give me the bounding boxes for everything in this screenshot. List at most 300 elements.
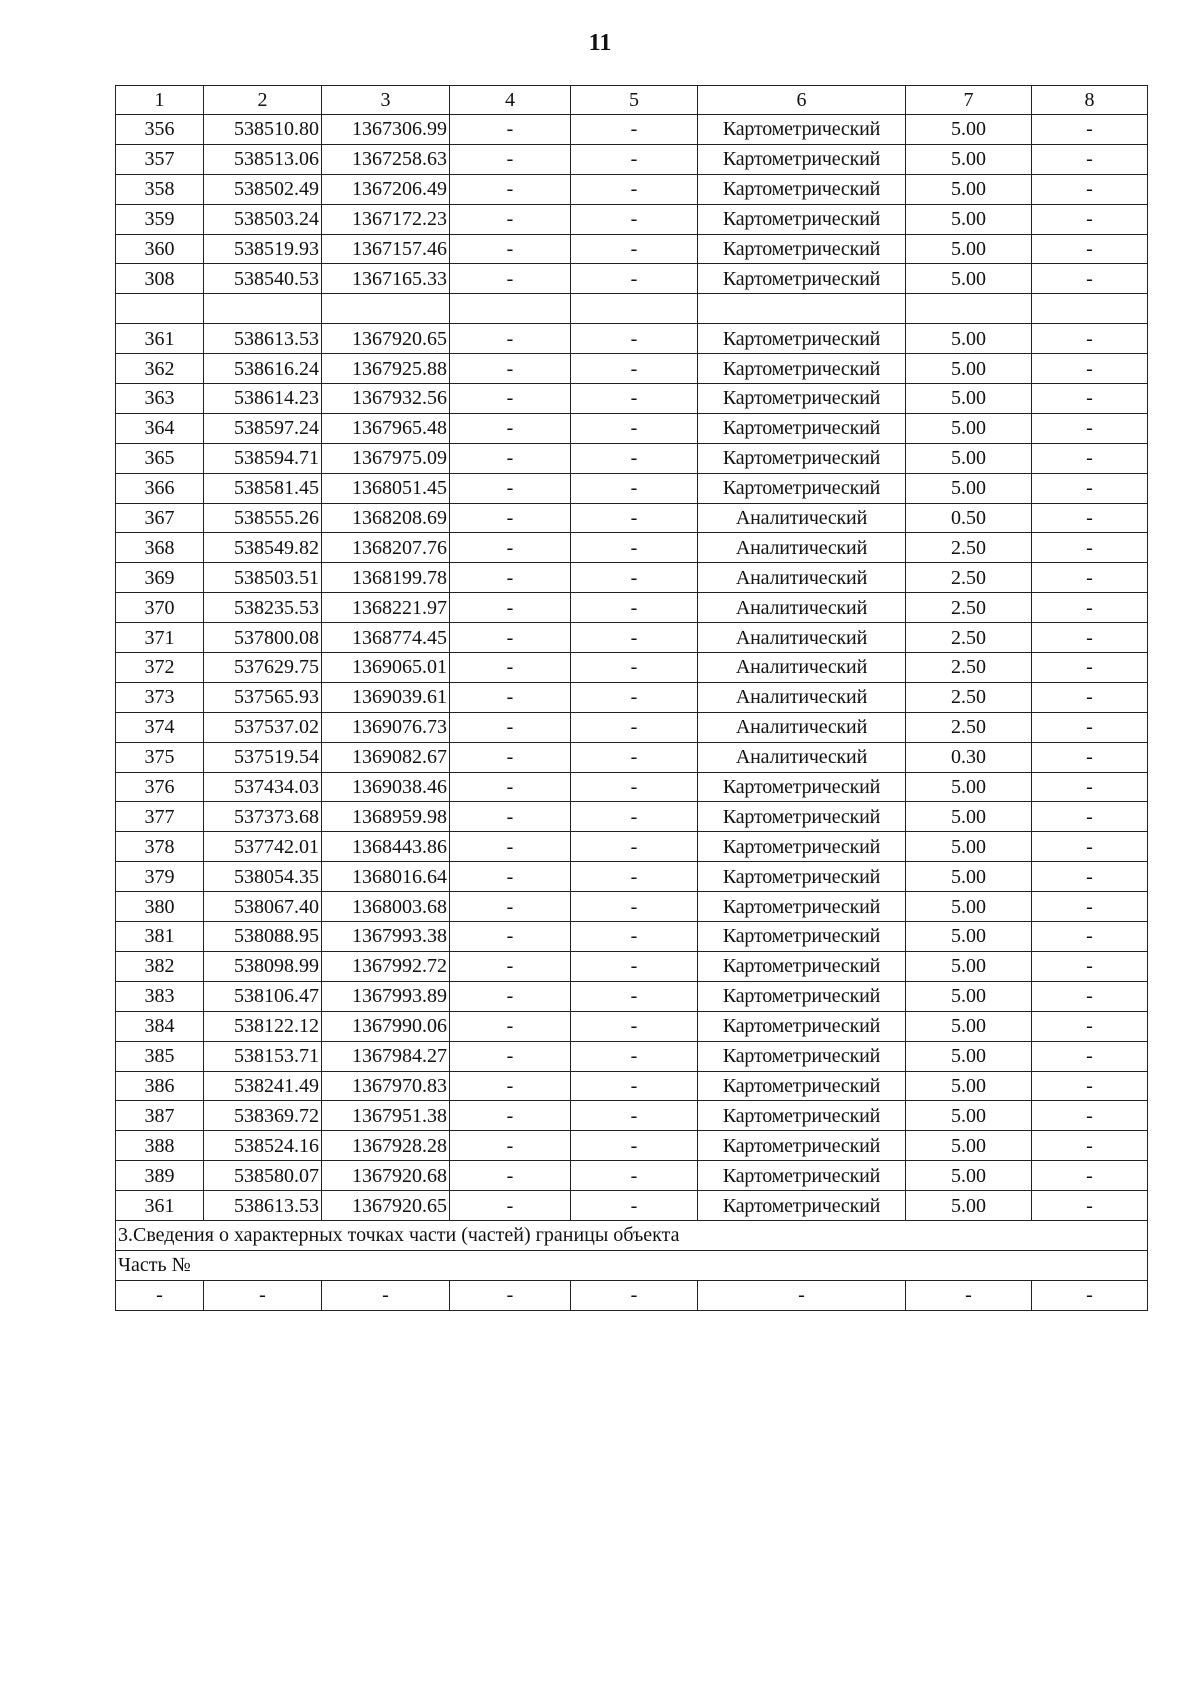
table-cell-col6: Картометрический (698, 951, 906, 981)
table-cell-col8: - (1032, 503, 1148, 533)
table-cell-col6: Аналитический (698, 712, 906, 742)
table-cell-col3: 1368207.76 (322, 533, 450, 563)
table-row (116, 354, 1148, 384)
table-cell-col4: - (450, 144, 571, 174)
table-cell-col3: 1367970.83 (322, 1071, 450, 1101)
table-cell-col8: - (1032, 892, 1148, 922)
table-cell-col5: - (571, 324, 698, 354)
table-cell-col2: 538580.07 (204, 1161, 322, 1191)
table-cell-col1: 376 (116, 772, 204, 802)
table-row (116, 1071, 1148, 1101)
table-cell-col1: 367 (116, 503, 204, 533)
table-cell-col4: - (450, 204, 571, 234)
table-cell-col1: 365 (116, 443, 204, 473)
table-cell-col2: 538098.99 (204, 951, 322, 981)
table-cell-col4: - (450, 951, 571, 981)
table-cell-col6: Картометрический (698, 892, 906, 922)
table-row (116, 234, 1148, 264)
table-cell-col4: - (450, 682, 571, 712)
table-cell-col7: 2.50 (906, 563, 1032, 593)
table-cell-col3: 1368016.64 (322, 862, 450, 892)
table-cell-col5: - (571, 682, 698, 712)
table-cell-col5: - (571, 443, 698, 473)
table-cell-col6: Картометрический (698, 862, 906, 892)
table-cell-col5: - (571, 623, 698, 653)
table-cell-col4: - (450, 473, 571, 503)
table-cell-col5: - (571, 354, 698, 384)
table-cell-col8: - (1032, 772, 1148, 802)
table-cell-col5: - (571, 264, 698, 294)
table-cell-col1: 383 (116, 981, 204, 1011)
table-cell-col4: - (450, 593, 571, 623)
table-cell-col7: 5.00 (906, 473, 1032, 503)
table-cell-col7: 2.50 (906, 623, 1032, 653)
table-cell-col4: - (450, 832, 571, 862)
table-cell-col4: - (450, 1101, 571, 1131)
table-cell-col8: - (1032, 1041, 1148, 1071)
table-cell-col3: 1368208.69 (322, 503, 450, 533)
table-cell-col5: - (571, 1071, 698, 1101)
table-cell-col4: - (450, 413, 571, 443)
table-cell-col5: - (571, 1131, 698, 1161)
table-row (116, 1131, 1148, 1161)
table-cell-col5: - (571, 922, 698, 952)
table-cell-col4: - (450, 174, 571, 204)
table-cell-col7: 5.00 (906, 802, 1032, 832)
table-cell-col3: 1367306.99 (322, 115, 450, 145)
table-body (116, 86, 1148, 1311)
table-cell-col2: 537565.93 (204, 682, 322, 712)
table-cell-col8: - (1032, 144, 1148, 174)
table-cell-col3: 1367975.09 (322, 443, 450, 473)
column-header-3: 3 (322, 86, 450, 115)
table-cell-col2: 538369.72 (204, 1101, 322, 1131)
table-cell-col3: 1367165.33 (322, 264, 450, 294)
table-cell-col5: - (571, 174, 698, 204)
table-cell-col6: Картометрический (698, 324, 906, 354)
footer-cell-col3: - (322, 1280, 450, 1310)
table-cell-col2: 538122.12 (204, 1011, 322, 1041)
table-row (116, 682, 1148, 712)
table-cell-col5: - (571, 742, 698, 772)
table-cell-col4: - (450, 1011, 571, 1041)
table-cell-col4: - (450, 234, 571, 264)
table-row (116, 144, 1148, 174)
table-cell-col3: 1367984.27 (322, 1041, 450, 1071)
table-row (116, 413, 1148, 443)
table-cell-col2: 537742.01 (204, 832, 322, 862)
table-cell-col4: - (450, 862, 571, 892)
table-row (116, 653, 1148, 683)
table-cell-col8: - (1032, 473, 1148, 503)
table-cell-col6: Картометрический (698, 174, 906, 204)
table-cell-col2: 538503.24 (204, 204, 322, 234)
table-cell-col8 (1032, 294, 1148, 324)
table-cell-col2: 538524.16 (204, 1131, 322, 1161)
table-cell-col7: 5.00 (906, 1041, 1032, 1071)
table-row (116, 802, 1148, 832)
table-cell-col7: 5.00 (906, 832, 1032, 862)
table-cell-col3: 1367951.38 (322, 1101, 450, 1131)
table-cell-col5: - (571, 892, 698, 922)
table-cell-col5: - (571, 503, 698, 533)
part-label: Часть № (116, 1250, 1148, 1280)
table-cell-col1: 364 (116, 413, 204, 443)
table-cell-col6: Картометрический (698, 264, 906, 294)
table-cell-col8: - (1032, 802, 1148, 832)
table-cell-col5 (571, 294, 698, 324)
table-cell-col8: - (1032, 264, 1148, 294)
table-cell-col7: 0.50 (906, 503, 1032, 533)
table-cell-col1: 381 (116, 922, 204, 952)
table-cell-col7: 5.00 (906, 1011, 1032, 1041)
table-cell-col6: Картометрический (698, 1101, 906, 1131)
table-cell-col1: 387 (116, 1101, 204, 1131)
table-cell-col8: - (1032, 115, 1148, 145)
table-cell-col3: 1368003.68 (322, 892, 450, 922)
column-header-7: 7 (906, 86, 1032, 115)
table-cell-col6: Аналитический (698, 742, 906, 772)
table-cell-col5: - (571, 1041, 698, 1071)
footer-cell-col5: - (571, 1280, 698, 1310)
table-cell-col3: 1367990.06 (322, 1011, 450, 1041)
table-cell-col7 (906, 294, 1032, 324)
table-cell-col1: 374 (116, 712, 204, 742)
table-cell-col5: - (571, 234, 698, 264)
table-cell-col7: 5.00 (906, 1071, 1032, 1101)
table-cell-col8: - (1032, 384, 1148, 414)
footer-cell-col7: - (906, 1280, 1032, 1310)
table-cell-col1: 366 (116, 473, 204, 503)
table-cell-col3: 1367993.89 (322, 981, 450, 1011)
table-cell-col2: 537629.75 (204, 653, 322, 683)
table-cell-col5: - (571, 832, 698, 862)
table-cell-col2 (204, 294, 322, 324)
table-cell-col8: - (1032, 682, 1148, 712)
table-row (116, 922, 1148, 952)
table-cell-col4: - (450, 981, 571, 1011)
table-cell-col1: 363 (116, 384, 204, 414)
table-cell-col1: 388 (116, 1131, 204, 1161)
table-cell-col3: 1367920.65 (322, 324, 450, 354)
table-cell-col2: 538106.47 (204, 981, 322, 1011)
table-cell-col3: 1367925.88 (322, 354, 450, 384)
table-cell-col2: 537519.54 (204, 742, 322, 772)
table-cell-col4: - (450, 712, 571, 742)
table-cell-col6: Аналитический (698, 533, 906, 563)
table-cell-col5: - (571, 1011, 698, 1041)
footer-cell-col6: - (698, 1280, 906, 1310)
table-cell-col1: 361 (116, 324, 204, 354)
table-cell-col1: 379 (116, 862, 204, 892)
table-cell-col3: 1367920.68 (322, 1161, 450, 1191)
table-cell-col6: Картометрический (698, 443, 906, 473)
table-cell-col4: - (450, 264, 571, 294)
table-header-row (116, 86, 1148, 115)
table-cell-col2: 537373.68 (204, 802, 322, 832)
table-cell-col8: - (1032, 1131, 1148, 1161)
table-cell-col3: 1369038.46 (322, 772, 450, 802)
table-cell-col3: 1368051.45 (322, 473, 450, 503)
table-cell-col2: 538519.93 (204, 234, 322, 264)
table-cell-col8: - (1032, 234, 1148, 264)
table-row (116, 264, 1148, 294)
table-cell-col7: 2.50 (906, 533, 1032, 563)
table-cell-col2: 538241.49 (204, 1071, 322, 1101)
table-cell-col5: - (571, 533, 698, 563)
table-cell-col3: 1368199.78 (322, 563, 450, 593)
table-cell-col1: 369 (116, 563, 204, 593)
table-cell-col5: - (571, 951, 698, 981)
table-cell-col2: 537434.03 (204, 772, 322, 802)
table-cell-col7: 5.00 (906, 1131, 1032, 1161)
table-cell-col7: 5.00 (906, 234, 1032, 264)
table-cell-col5: - (571, 144, 698, 174)
table-cell-col6: Картометрический (698, 115, 906, 145)
page-number: 11 (588, 30, 612, 56)
table-cell-col8: - (1032, 981, 1148, 1011)
footer-cell-col2: - (204, 1280, 322, 1310)
table-cell-col8: - (1032, 324, 1148, 354)
table-cell-col4: - (450, 533, 571, 563)
table-cell-col2: 538153.71 (204, 1041, 322, 1071)
table-cell-col6: Аналитический (698, 593, 906, 623)
table-row (116, 593, 1148, 623)
table-cell-col3: 1367932.56 (322, 384, 450, 414)
table-cell-col8: - (1032, 533, 1148, 563)
table-cell-col6: Аналитический (698, 623, 906, 653)
table-cell-col8: - (1032, 593, 1148, 623)
column-header-8: 8 (1032, 86, 1148, 115)
table-cell-col1: 359 (116, 204, 204, 234)
table-cell-col4: - (450, 653, 571, 683)
table-cell-col7: 5.00 (906, 892, 1032, 922)
table-cell-col3: 1367965.48 (322, 413, 450, 443)
table-cell-col7: 5.00 (906, 443, 1032, 473)
table-cell-col6: Картометрический (698, 204, 906, 234)
table-cell-col8: - (1032, 742, 1148, 772)
table-cell-col4: - (450, 1131, 571, 1161)
table-cell-col7: 5.00 (906, 1101, 1032, 1131)
table-cell-col2: 538503.51 (204, 563, 322, 593)
table-row (116, 174, 1148, 204)
table-row (116, 294, 1148, 324)
table-row (116, 862, 1148, 892)
table-cell-col8: - (1032, 413, 1148, 443)
table-cell-col8: - (1032, 1191, 1148, 1221)
table-cell-col6: Картометрический (698, 1041, 906, 1071)
table-cell-col8: - (1032, 204, 1148, 234)
table-cell-col1: 386 (116, 1071, 204, 1101)
table-cell-col5: - (571, 204, 698, 234)
table-cell-col4: - (450, 892, 571, 922)
table-cell-col2: 538510.80 (204, 115, 322, 145)
column-header-5: 5 (571, 86, 698, 115)
table-cell-col6: Аналитический (698, 563, 906, 593)
table-cell-col4: - (450, 922, 571, 952)
table-cell-col8: - (1032, 1101, 1148, 1131)
table-cell-col5: - (571, 1161, 698, 1191)
table-cell-col1: 389 (116, 1161, 204, 1191)
table-cell-col8: - (1032, 354, 1148, 384)
table-cell-col1: 370 (116, 593, 204, 623)
table-cell-col7: 5.00 (906, 413, 1032, 443)
table-cell-col3: 1367206.49 (322, 174, 450, 204)
table-cell-col7: 2.50 (906, 593, 1032, 623)
part-label-row (116, 1250, 1148, 1280)
table-cell-col6: Картометрический (698, 413, 906, 443)
table-cell-col7: 2.50 (906, 653, 1032, 683)
table-cell-col7: 5.00 (906, 922, 1032, 952)
table-cell-col6: Картометрический (698, 981, 906, 1011)
table-cell-col1 (116, 294, 204, 324)
table-cell-col2: 538555.26 (204, 503, 322, 533)
table-cell-col6 (698, 294, 906, 324)
table-cell-col5: - (571, 384, 698, 414)
table-cell-col8: - (1032, 443, 1148, 473)
table-cell-col8: - (1032, 653, 1148, 683)
table-cell-col1: 308 (116, 264, 204, 294)
table-row (116, 533, 1148, 563)
table-cell-col2: 538513.06 (204, 144, 322, 174)
table-cell-col4: - (450, 1161, 571, 1191)
table-cell-col2: 538613.53 (204, 324, 322, 354)
table-cell-col1: 356 (116, 115, 204, 145)
table-row (116, 384, 1148, 414)
table-cell-col6: Аналитический (698, 682, 906, 712)
table-cell-col4: - (450, 1071, 571, 1101)
table-cell-col3: 1367928.28 (322, 1131, 450, 1161)
table-cell-col1: 384 (116, 1011, 204, 1041)
footer-cell-col8: - (1032, 1280, 1148, 1310)
table-cell-col8: - (1032, 862, 1148, 892)
footer-row (116, 1280, 1148, 1310)
table-row (116, 772, 1148, 802)
column-header-6: 6 (698, 86, 906, 115)
table-cell-col2: 538613.53 (204, 1191, 322, 1221)
table-row (116, 981, 1148, 1011)
table-cell-col2: 538594.71 (204, 443, 322, 473)
table-cell-col1: 368 (116, 533, 204, 563)
table-cell-col4: - (450, 1191, 571, 1221)
table-cell-col3: 1369065.01 (322, 653, 450, 683)
table-cell-col2: 538616.24 (204, 354, 322, 384)
table-row (116, 204, 1148, 234)
table-cell-col2: 537537.02 (204, 712, 322, 742)
table-cell-col5: - (571, 802, 698, 832)
table-cell-col7: 5.00 (906, 264, 1032, 294)
table-cell-col2: 538502.49 (204, 174, 322, 204)
table-cell-col1: 371 (116, 623, 204, 653)
table-cell-col1: 375 (116, 742, 204, 772)
table-cell-col8: - (1032, 563, 1148, 593)
table-cell-col4: - (450, 1041, 571, 1071)
table-cell-col1: 377 (116, 802, 204, 832)
table-cell-col5: - (571, 593, 698, 623)
table-cell-col4 (450, 294, 571, 324)
table-row (116, 951, 1148, 981)
table-cell-col7: 5.00 (906, 951, 1032, 981)
table-row (116, 563, 1148, 593)
section-title: 3.Сведения о характерных точках части (частей) границы объекта (116, 1220, 1148, 1250)
table-cell-col2: 538054.35 (204, 862, 322, 892)
table-cell-col6: Картометрический (698, 354, 906, 384)
table-cell-col8: - (1032, 1011, 1148, 1041)
table-cell-col7: 5.00 (906, 862, 1032, 892)
table-cell-col6: Картометрический (698, 802, 906, 832)
table-cell-col8: - (1032, 951, 1148, 981)
table-cell-col6: Картометрический (698, 234, 906, 264)
table-cell-col4: - (450, 742, 571, 772)
footer-cell-col1: - (116, 1280, 204, 1310)
column-header-2: 2 (204, 86, 322, 115)
table-cell-col8: - (1032, 1161, 1148, 1191)
table-row (116, 503, 1148, 533)
table-cell-col3: 1367992.72 (322, 951, 450, 981)
table-cell-col6: Картометрический (698, 1071, 906, 1101)
table-cell-col7: 5.00 (906, 981, 1032, 1011)
table-row (116, 1011, 1148, 1041)
table-row (116, 115, 1148, 145)
table-cell-col3 (322, 294, 450, 324)
table-cell-col3: 1367172.23 (322, 204, 450, 234)
table-cell-col7: 5.00 (906, 772, 1032, 802)
table-cell-col3: 1369082.67 (322, 742, 450, 772)
table-cell-col8: - (1032, 712, 1148, 742)
table-cell-col7: 5.00 (906, 115, 1032, 145)
table-cell-col6: Картометрический (698, 1191, 906, 1221)
table-cell-col6: Картометрический (698, 922, 906, 952)
table-cell-col4: - (450, 384, 571, 414)
section-title-row (116, 1220, 1148, 1250)
table-cell-col7: 5.00 (906, 324, 1032, 354)
table-cell-col1: 361 (116, 1191, 204, 1221)
table-cell-col5: - (571, 563, 698, 593)
table-row (116, 443, 1148, 473)
table-cell-col6: Картометрический (698, 1161, 906, 1191)
table-row (116, 892, 1148, 922)
table-cell-col8: - (1032, 1071, 1148, 1101)
table-cell-col2: 538581.45 (204, 473, 322, 503)
table-cell-col3: 1368774.45 (322, 623, 450, 653)
column-header-1: 1 (116, 86, 204, 115)
table-cell-col4: - (450, 443, 571, 473)
table-cell-col5: - (571, 862, 698, 892)
boundary-points-table (115, 85, 1148, 1311)
table-cell-col7: 5.00 (906, 384, 1032, 414)
table-cell-col6: Картометрический (698, 1131, 906, 1161)
table-cell-col1: 360 (116, 234, 204, 264)
table-row (116, 712, 1148, 742)
table-cell-col8: - (1032, 922, 1148, 952)
table-cell-col3: 1367157.46 (322, 234, 450, 264)
table-row (116, 623, 1148, 653)
table-cell-col5: - (571, 115, 698, 145)
table-cell-col2: 537800.08 (204, 623, 322, 653)
table-row (116, 1161, 1148, 1191)
table-cell-col1: 378 (116, 832, 204, 862)
table-row (116, 324, 1148, 354)
table-cell-col4: - (450, 563, 571, 593)
table-cell-col2: 538597.24 (204, 413, 322, 443)
table-cell-col5: - (571, 653, 698, 683)
footer-cell-col4: - (450, 1280, 571, 1310)
table-cell-col4: - (450, 503, 571, 533)
table-cell-col2: 538614.23 (204, 384, 322, 414)
table-cell-col1: 357 (116, 144, 204, 174)
table-cell-col4: - (450, 324, 571, 354)
table-cell-col7: 2.50 (906, 712, 1032, 742)
